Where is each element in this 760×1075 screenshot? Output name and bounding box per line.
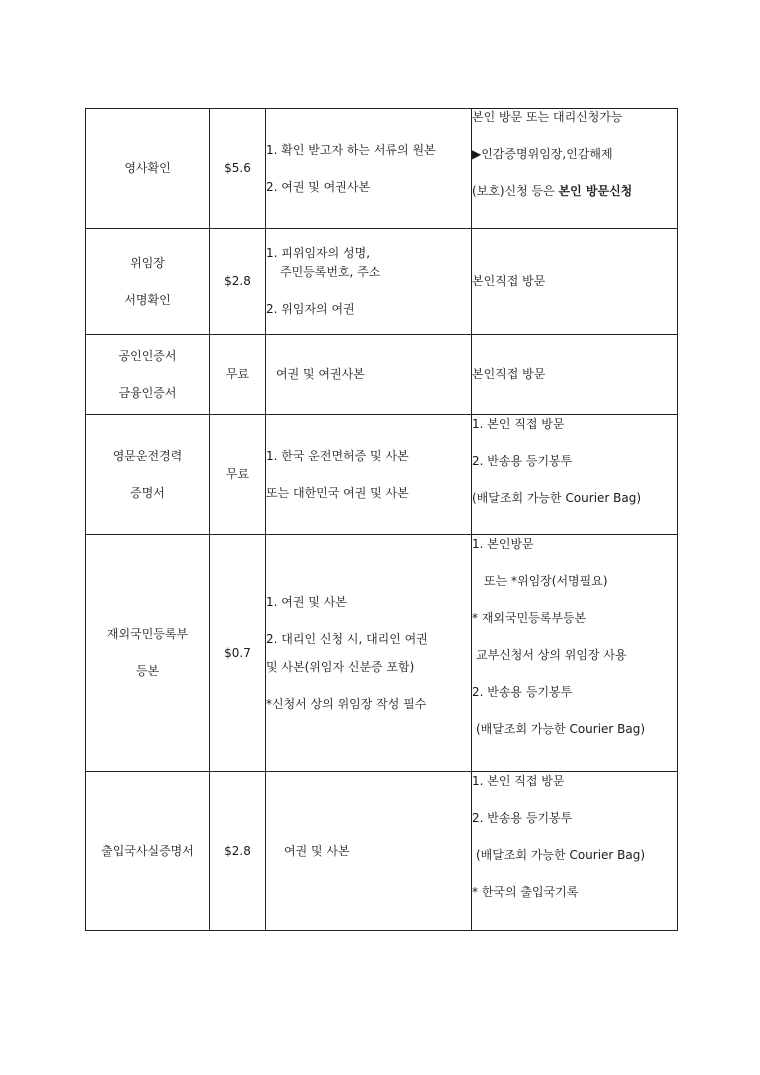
service-name: 영문운전경력 bbox=[112, 448, 183, 463]
service-name-cell bbox=[86, 109, 210, 229]
documents-cell bbox=[266, 415, 472, 535]
document-item: 여권 및 사본 bbox=[284, 843, 350, 858]
note-item: 2. 반송용 등기봉투 bbox=[472, 454, 573, 468]
note-item: 교부신청서 상의 위임장 사용 bbox=[476, 648, 627, 662]
document-item: 2. 여권 및 여권사본 bbox=[266, 179, 371, 194]
documents-cell bbox=[266, 229, 472, 335]
note-item: (배달조회 가능한 Courier Bag) bbox=[476, 848, 646, 862]
note-item: 본인 방문 또는 대리신청가능 bbox=[472, 110, 623, 124]
note-item: 본인직접 방문 bbox=[472, 367, 546, 381]
service-name: 증명서 bbox=[130, 485, 165, 500]
fee: $2.8 bbox=[224, 843, 251, 858]
note-item: (배달조회 가능한 Courier Bag) bbox=[472, 491, 642, 505]
service-name-cell bbox=[86, 415, 210, 535]
document-item: 2. 위임자의 여권 bbox=[266, 302, 355, 316]
service-name: 등본 bbox=[135, 664, 160, 678]
notes-cell bbox=[472, 335, 678, 415]
document-item: 1. 확인 받고자 하는 서류의 원본 bbox=[266, 142, 436, 157]
service-name: 영사확인 bbox=[124, 161, 171, 175]
service-name: 재외국민등록부 bbox=[106, 627, 189, 641]
notes-cell bbox=[472, 229, 678, 335]
note-item: (배달조회 가능한 Courier Bag) bbox=[476, 722, 646, 736]
fee: $2.8 bbox=[224, 274, 251, 288]
service-name: 출입국사실증명서 bbox=[101, 843, 194, 858]
service-name-cell bbox=[86, 229, 210, 335]
note-item: 1. 본인 직접 방문 bbox=[472, 774, 565, 788]
note-item: 2. 반송용 등기봉투 bbox=[472, 811, 573, 825]
note-text: (보호)신청 등은 bbox=[472, 184, 559, 198]
service-name: 위임장 bbox=[130, 255, 165, 270]
fee-cell bbox=[210, 415, 266, 535]
documents-cell bbox=[266, 535, 472, 772]
fee-cell bbox=[210, 335, 266, 415]
note-item: 본인직접 방문 bbox=[472, 274, 546, 288]
document-item: 2. 대리인 신청 시, 대리인 여권 bbox=[266, 631, 428, 646]
notes-cell bbox=[472, 109, 678, 229]
table-row bbox=[86, 535, 678, 772]
documents-cell bbox=[266, 772, 472, 931]
table-row bbox=[86, 772, 678, 931]
service-name-cell bbox=[86, 772, 210, 931]
service-name-cell bbox=[86, 535, 210, 772]
table-row bbox=[86, 335, 678, 415]
service-name: 금융인증서 bbox=[118, 385, 177, 400]
service-name: 서명확인 bbox=[124, 292, 171, 307]
notes-cell bbox=[472, 772, 678, 931]
fee-cell bbox=[210, 229, 266, 335]
document-item: 1. 피위임자의 성명, bbox=[266, 246, 371, 260]
document-item: 1. 여권 및 사본 bbox=[266, 594, 347, 609]
note-item: 2. 반송용 등기봉투 bbox=[472, 685, 573, 699]
table-row bbox=[86, 415, 678, 535]
table-row bbox=[86, 109, 678, 229]
document-item: 주민등록번호, 주소 bbox=[280, 265, 381, 279]
document-item: *신청서 상의 위임장 작성 필수 bbox=[266, 696, 427, 711]
note-item: ▶인감증명위임장,인감해제 bbox=[472, 147, 613, 161]
notes-cell bbox=[472, 415, 678, 535]
fee-cell bbox=[210, 535, 266, 772]
table-row bbox=[86, 229, 678, 335]
document-item: 1. 한국 운전면허증 및 사본 bbox=[266, 448, 409, 463]
fee: $0.7 bbox=[224, 645, 251, 660]
fee-cell bbox=[210, 109, 266, 229]
document-item: 또는 대한민국 여권 및 사본 bbox=[266, 485, 409, 500]
note-item bbox=[472, 182, 677, 201]
note-item: * 한국의 출입국기록 bbox=[472, 885, 579, 899]
notes-cell bbox=[472, 535, 678, 772]
fee: 무료 bbox=[225, 367, 250, 381]
note-item: 또는 *위임장(서명필요) bbox=[484, 574, 608, 588]
note-item: * 재외국민등록부등본 bbox=[472, 611, 587, 625]
note-item: 1. 본인방문 bbox=[472, 537, 534, 551]
document-item: 여권 및 여권사본 bbox=[276, 367, 365, 381]
fee: 무료 bbox=[225, 467, 250, 481]
documents-cell bbox=[266, 335, 472, 415]
fee-cell bbox=[210, 772, 266, 931]
service-name-cell bbox=[86, 335, 210, 415]
documents-cell bbox=[266, 109, 472, 229]
note-item: 1. 본인 직접 방문 bbox=[472, 417, 565, 431]
note-emphasis: 본인 방문신청 bbox=[558, 184, 633, 198]
fee: $5.6 bbox=[224, 161, 251, 175]
service-name: 공인인증서 bbox=[118, 348, 177, 363]
document-item: 및 사본(위임자 신분증 포함) bbox=[266, 659, 415, 674]
requirements-table bbox=[85, 108, 678, 931]
